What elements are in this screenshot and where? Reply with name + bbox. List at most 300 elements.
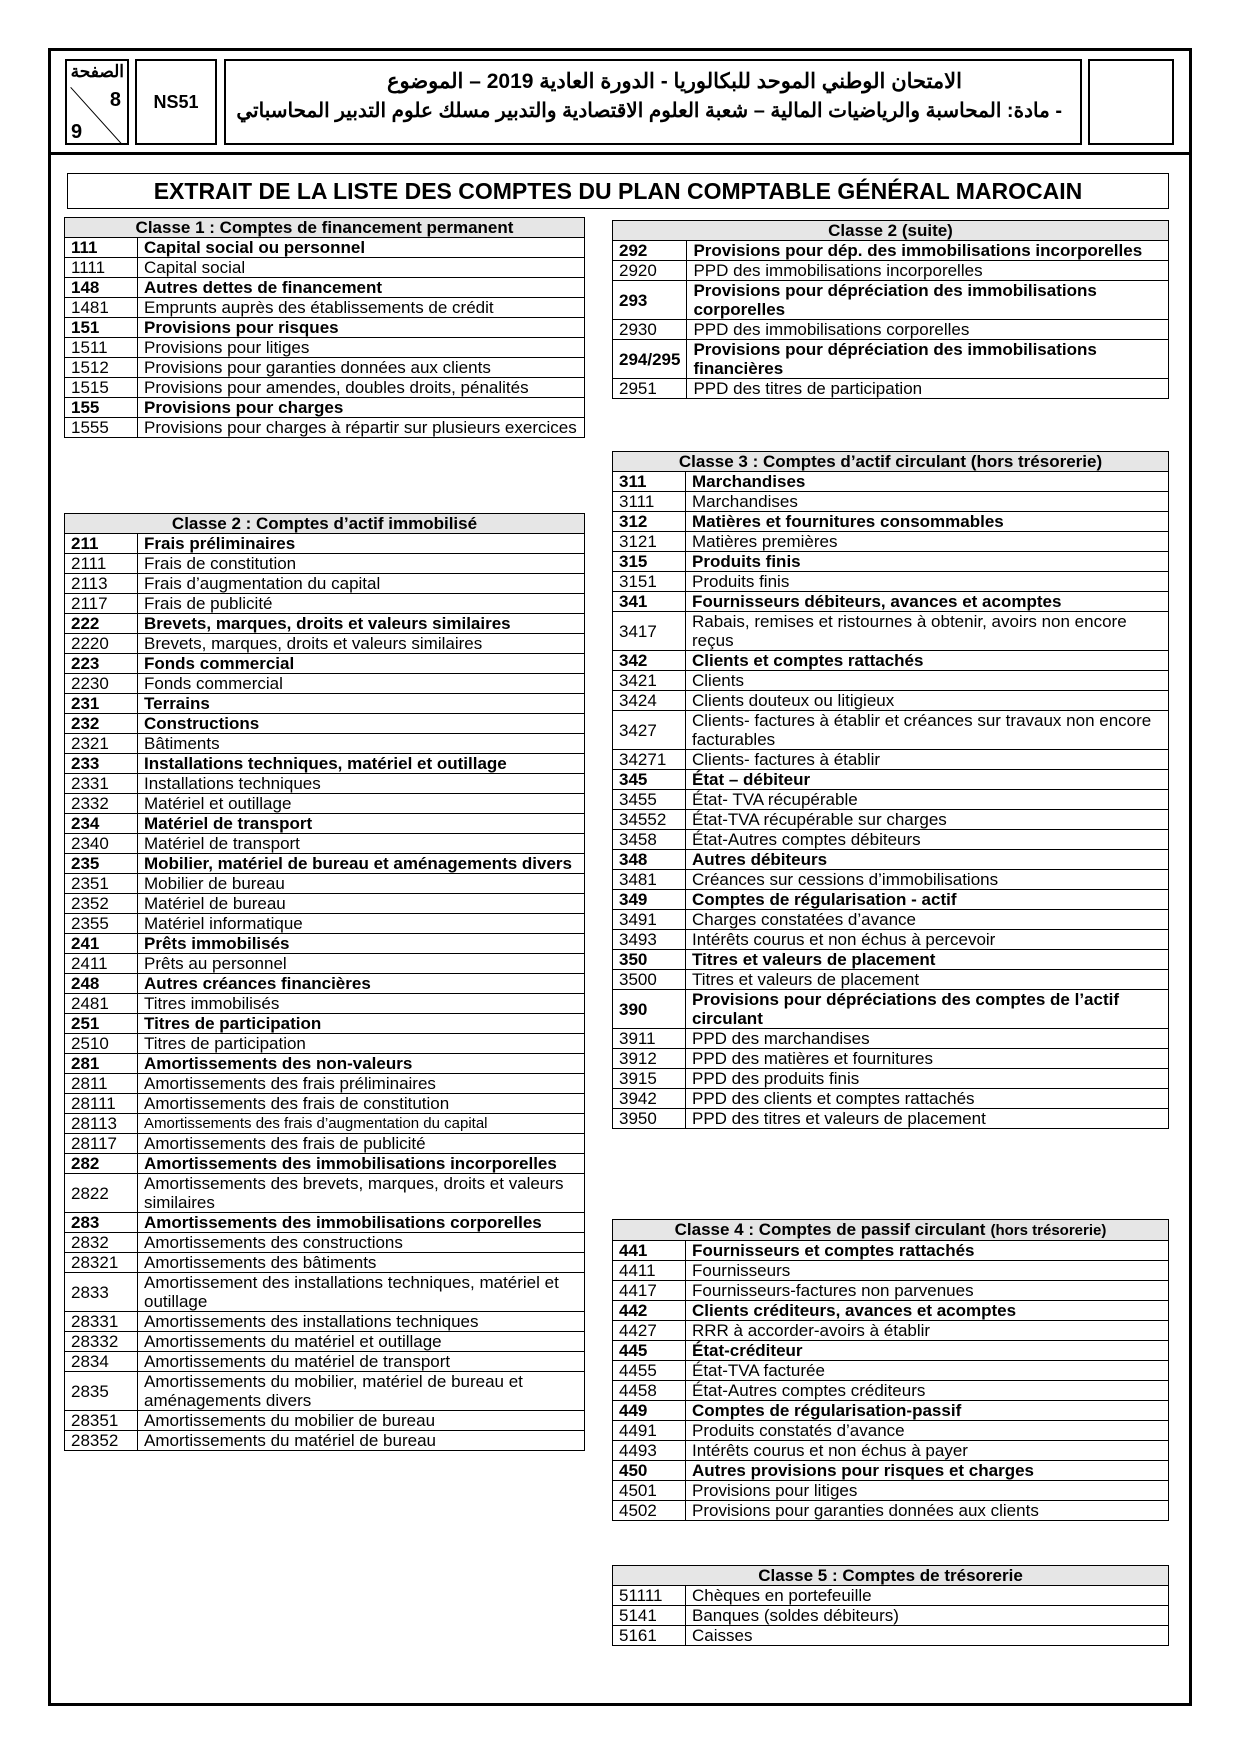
account-label: Installations techniques, matériel et outillage [138, 754, 585, 774]
account-row [65, 1154, 585, 1174]
account-code: 3151 [613, 572, 686, 592]
account-row [613, 950, 1169, 970]
account-label: Autres provisions pour risques et charges [686, 1461, 1169, 1481]
account-row [65, 298, 585, 318]
account-label: Constructions [138, 714, 585, 734]
header-divider [51, 152, 1189, 155]
account-code: 2920 [613, 261, 687, 281]
class-heading [65, 218, 585, 238]
account-label: PPD des produits finis [686, 1069, 1169, 1089]
account-row [613, 990, 1169, 1029]
account-row [65, 794, 585, 814]
account-row [613, 512, 1169, 532]
account-label: Provisions pour dépréciations des comptes de l’actif circulant [686, 990, 1169, 1029]
account-label: Provisions pour dépréciation des immobilisations corporelles [687, 281, 1169, 320]
account-row [65, 914, 585, 934]
account-label: Emprunts auprès des établissements de crédit [138, 298, 585, 318]
account-label: Amortissements des frais d’augmentation du capital [138, 1114, 585, 1134]
account-label: État – débiteur [686, 770, 1169, 790]
account-code: 3455 [613, 790, 686, 810]
account-label: Brevets, marques, droits et valeurs similaires [138, 614, 585, 634]
account-code: 3491 [613, 910, 686, 930]
account-code: 3417 [613, 612, 686, 651]
account-row [65, 1273, 585, 1312]
account-row [613, 592, 1169, 612]
account-code: 211 [65, 534, 138, 554]
account-row [65, 674, 585, 694]
account-row [613, 1281, 1169, 1301]
class-heading-row [65, 218, 585, 238]
account-row [65, 1312, 585, 1332]
account-row [65, 418, 585, 438]
account-label: État-TVA facturée [686, 1361, 1169, 1381]
class-heading-row [613, 1566, 1169, 1586]
account-label: Amortissements des bâtiments [138, 1253, 585, 1273]
account-row [65, 238, 585, 258]
account-label: Matériel de bureau [138, 894, 585, 914]
account-label: Produits finis [686, 552, 1169, 572]
account-code: 2951 [613, 379, 687, 399]
class-heading-row [65, 514, 585, 534]
account-code: 441 [613, 1241, 686, 1261]
account-code: 28117 [65, 1134, 138, 1154]
account-code: 349 [613, 890, 686, 910]
account-row [613, 1261, 1169, 1281]
account-label: Comptes de régularisation - actif [686, 890, 1169, 910]
account-row [613, 241, 1169, 261]
account-code: 2230 [65, 674, 138, 694]
account-row [65, 398, 585, 418]
account-row [613, 1606, 1169, 1626]
account-row [613, 890, 1169, 910]
account-row [613, 1029, 1169, 1049]
account-code: 233 [65, 754, 138, 774]
account-row [65, 834, 585, 854]
account-row [65, 1332, 585, 1352]
account-code: 283 [65, 1213, 138, 1233]
account-label: Provisions pour dép. des immobilisations incorporelles [687, 241, 1169, 261]
account-row [613, 1441, 1169, 1461]
account-code: 350 [613, 950, 686, 970]
account-label: Matières et fournitures consommables [686, 512, 1169, 532]
account-row [65, 754, 585, 774]
account-row [65, 1034, 585, 1054]
account-label: Amortissements des immobilisations corporelles [138, 1213, 585, 1233]
account-code: 282 [65, 1154, 138, 1174]
account-label: Autres débiteurs [686, 850, 1169, 870]
account-label: Amortissements du mobilier, matériel de bureau et aménagements divers [138, 1372, 585, 1411]
account-label: Amortissements du matériel de bureau [138, 1431, 585, 1451]
account-label: Provisions pour garanties données aux clients [686, 1501, 1169, 1521]
account-row [65, 894, 585, 914]
account-label: État- TVA récupérable [686, 790, 1169, 810]
account-row [65, 554, 585, 574]
account-code: 3912 [613, 1049, 686, 1069]
account-code: 390 [613, 990, 686, 1029]
account-row [613, 472, 1169, 492]
account-row [65, 634, 585, 654]
account-code: 232 [65, 714, 138, 734]
class-heading-text: Classe 3 : Comptes d’actif circulant (hors trésorerie) [678, 452, 1103, 471]
account-code: 2117 [65, 594, 138, 614]
account-row [65, 1411, 585, 1431]
account-row [65, 1094, 585, 1114]
account-label: Capital social [138, 258, 585, 278]
account-code: 235 [65, 854, 138, 874]
account-label: État-TVA récupérable sur charges [686, 810, 1169, 830]
account-row [613, 379, 1169, 399]
account-code: 2930 [613, 320, 687, 340]
account-code: 445 [613, 1341, 686, 1361]
account-code: 1515 [65, 378, 138, 398]
account-row [65, 574, 585, 594]
account-code: 2220 [65, 634, 138, 654]
account-label: Amortissements des brevets, marques, droits et valeurs similaires [138, 1174, 585, 1213]
account-code: 28111 [65, 1094, 138, 1114]
account-label: Amortissement des installations techniques, matériel et outillage [138, 1273, 585, 1312]
account-row [65, 278, 585, 298]
accounts-table-class5 [612, 1565, 1169, 1646]
account-code: 3427 [613, 711, 686, 750]
account-code: 28351 [65, 1411, 138, 1431]
account-label: Charges constatées d’avance [686, 910, 1169, 930]
account-row [65, 974, 585, 994]
account-row [613, 261, 1169, 281]
account-row [613, 1586, 1169, 1606]
account-row [65, 358, 585, 378]
account-row [65, 954, 585, 974]
account-label: Bâtiments [138, 734, 585, 754]
account-code: 2834 [65, 1352, 138, 1372]
account-code: 341 [613, 592, 686, 612]
account-code: 3458 [613, 830, 686, 850]
account-code: 3421 [613, 671, 686, 691]
account-row [613, 1481, 1169, 1501]
account-row [613, 790, 1169, 810]
account-code: 231 [65, 694, 138, 714]
account-row [613, 1341, 1169, 1361]
account-label: PPD des immobilisations corporelles [687, 320, 1169, 340]
account-label: Provisions pour risques [138, 318, 585, 338]
account-label: Titres de participation [138, 1014, 585, 1034]
account-row [613, 552, 1169, 572]
account-label: Matériel de transport [138, 814, 585, 834]
account-label: Frais d’augmentation du capital [138, 574, 585, 594]
class-heading-text: Classe 1 : Comptes de financement permanent [135, 218, 514, 237]
account-code: 315 [613, 552, 686, 572]
account-row [613, 1049, 1169, 1069]
account-row [613, 910, 1169, 930]
account-row [613, 651, 1169, 671]
account-code: 2811 [65, 1074, 138, 1094]
account-code: 2321 [65, 734, 138, 754]
account-code: 3950 [613, 1109, 686, 1129]
account-label: Amortissements du matériel et outillage [138, 1332, 585, 1352]
account-row [613, 770, 1169, 790]
account-code: 342 [613, 651, 686, 671]
account-label: Amortissements du matériel de transport [138, 1352, 585, 1372]
account-label: Titres et valeurs de placement [686, 970, 1169, 990]
class-heading-text: Classe 2 (suite) [828, 221, 953, 240]
account-label: Clients [686, 671, 1169, 691]
account-code: 3121 [613, 532, 686, 552]
accounts-table-class3 [612, 451, 1169, 1129]
account-label: Créances sur cessions d’immobilisations [686, 870, 1169, 890]
account-label: Caisses [686, 1626, 1169, 1646]
account-code: 2352 [65, 894, 138, 914]
account-row [613, 572, 1169, 592]
account-code: 294/295 [613, 340, 687, 379]
account-row [613, 711, 1169, 750]
account-code: 151 [65, 318, 138, 338]
account-row [613, 1069, 1169, 1089]
account-row [613, 691, 1169, 711]
account-label: Frais préliminaires [138, 534, 585, 554]
account-label: Mobilier, matériel de bureau et aménagements divers [138, 854, 585, 874]
class-heading-row [613, 221, 1169, 241]
account-code: 2835 [65, 1372, 138, 1411]
account-label: Provisions pour charges à répartir sur plusieurs exercices [138, 418, 585, 438]
account-row [65, 694, 585, 714]
account-row [65, 318, 585, 338]
account-row [613, 970, 1169, 990]
account-label: Amortissements des frais de constitution [138, 1094, 585, 1114]
account-code: 2510 [65, 1034, 138, 1054]
account-row [613, 1381, 1169, 1401]
account-code: 281 [65, 1054, 138, 1074]
account-row [613, 750, 1169, 770]
account-code: 248 [65, 974, 138, 994]
account-label: Fournisseurs et comptes rattachés [686, 1241, 1169, 1261]
account-label: Prêts immobilisés [138, 934, 585, 954]
account-code: 442 [613, 1301, 686, 1321]
exam-code: NS51 [135, 59, 217, 145]
account-label: Clients créditeurs, avances et acomptes [686, 1301, 1169, 1321]
account-label: Frais de publicité [138, 594, 585, 614]
account-code: 2822 [65, 1174, 138, 1213]
account-code: 28332 [65, 1332, 138, 1352]
account-row [613, 1321, 1169, 1341]
account-label: Matières premières [686, 532, 1169, 552]
account-label: Fournisseurs [686, 1261, 1169, 1281]
account-row [613, 830, 1169, 850]
account-row [613, 320, 1169, 340]
account-row [65, 1074, 585, 1094]
account-row [613, 1361, 1169, 1381]
account-row [65, 854, 585, 874]
account-row [613, 1626, 1169, 1646]
account-label: Fournisseurs débiteurs, avances et acomptes [686, 592, 1169, 612]
account-label: PPD des clients et comptes rattachés [686, 1089, 1169, 1109]
account-label: Titres de participation [138, 1034, 585, 1054]
account-code: 4501 [613, 1481, 686, 1501]
account-row [65, 258, 585, 278]
account-code: 4491 [613, 1421, 686, 1441]
account-row [613, 810, 1169, 830]
account-label: Capital social ou personnel [138, 238, 585, 258]
account-label: Titres et valeurs de placement [686, 950, 1169, 970]
account-label: Titres immobilisés [138, 994, 585, 1014]
account-label: Marchandises [686, 492, 1169, 512]
account-row [65, 1352, 585, 1372]
account-label: PPD des marchandises [686, 1029, 1169, 1049]
account-code: 34271 [613, 750, 686, 770]
account-code: 28113 [65, 1114, 138, 1134]
account-label: Provisions pour charges [138, 398, 585, 418]
account-code: 5161 [613, 1626, 686, 1646]
account-code: 28321 [65, 1253, 138, 1273]
account-row [613, 340, 1169, 379]
account-row [613, 1241, 1169, 1261]
account-row [65, 614, 585, 634]
account-code: 3481 [613, 870, 686, 890]
account-code: 3915 [613, 1069, 686, 1089]
account-code: 1111 [65, 258, 138, 278]
account-label: PPD des titres de participation [687, 379, 1169, 399]
account-label: Amortissements des installations techniques [138, 1312, 585, 1332]
account-label: Rabais, remises et ristournes à obtenir, avoirs non encore reçus [686, 612, 1169, 651]
account-code: 3942 [613, 1089, 686, 1109]
accounts-table-class1 [64, 217, 585, 438]
page-label: الصفحة [70, 62, 124, 81]
account-row [613, 870, 1169, 890]
account-code: 34552 [613, 810, 686, 830]
account-label: Provisions pour litiges [686, 1481, 1169, 1501]
class-heading-suffix: (hors trésorerie) [990, 1222, 1107, 1239]
account-row [65, 1114, 585, 1134]
account-row [65, 1233, 585, 1253]
account-label: Frais de constitution [138, 554, 585, 574]
account-row [613, 671, 1169, 691]
account-code: 4493 [613, 1441, 686, 1461]
account-row [65, 1134, 585, 1154]
account-code: 3111 [613, 492, 686, 512]
account-label: Amortissements des frais de publicité [138, 1134, 585, 1154]
account-label: Fournisseurs-factures non parvenues [686, 1281, 1169, 1301]
class-heading [613, 1220, 1169, 1241]
account-row [65, 1431, 585, 1451]
account-row [65, 734, 585, 754]
account-label: Brevets, marques, droits et valeurs similaires [138, 634, 585, 654]
account-label: État-créditeur [686, 1341, 1169, 1361]
account-code: 1512 [65, 358, 138, 378]
account-row [65, 338, 585, 358]
account-row [65, 534, 585, 554]
account-label: PPD des immobilisations incorporelles [687, 261, 1169, 281]
account-label: Autres dettes de financement [138, 278, 585, 298]
account-code: 2113 [65, 574, 138, 594]
account-row [65, 1372, 585, 1411]
account-row [613, 1421, 1169, 1441]
account-code: 345 [613, 770, 686, 790]
account-code: 4427 [613, 1321, 686, 1341]
account-label: Provisions pour garanties données aux clients [138, 358, 585, 378]
account-row [613, 1501, 1169, 1521]
account-label: État-Autres comptes débiteurs [686, 830, 1169, 850]
account-label: Prêts au personnel [138, 954, 585, 974]
account-code: 1511 [65, 338, 138, 358]
account-code: 2355 [65, 914, 138, 934]
account-code: 2833 [65, 1273, 138, 1312]
account-code: 449 [613, 1401, 686, 1421]
account-code: 2331 [65, 774, 138, 794]
account-label: Intérêts courus et non échus à percevoir [686, 930, 1169, 950]
account-label: Amortissements du mobilier de bureau [138, 1411, 585, 1431]
account-label: Autres créances financières [138, 974, 585, 994]
class-heading-text: Classe 5 : Comptes de trésorerie [758, 1566, 1023, 1585]
account-row [613, 930, 1169, 950]
account-label: Mobilier de bureau [138, 874, 585, 894]
account-label: RRR à accorder-avoirs à établir [686, 1321, 1169, 1341]
exam-title-line2: - مادة: المحاسبة والرياضيات المالية – شعبة العلوم الاقتصادية والتدبير مسلك علوم التدبير المحاسباتي [236, 100, 1062, 122]
class-heading [613, 221, 1169, 241]
account-code: 148 [65, 278, 138, 298]
account-code: 28352 [65, 1431, 138, 1451]
account-row [613, 532, 1169, 552]
account-code: 2832 [65, 1233, 138, 1253]
exam-title-box [224, 59, 1082, 145]
account-label: Amortissements des immobilisations incorporelles [138, 1154, 585, 1174]
account-code: 241 [65, 934, 138, 954]
account-code: 450 [613, 1461, 686, 1481]
accounts-table-class2 [64, 513, 585, 1451]
account-label: Intérêts courus et non échus à payer [686, 1441, 1169, 1461]
account-row [65, 1213, 585, 1233]
account-label: Clients et comptes rattachés [686, 651, 1169, 671]
account-code: 4417 [613, 1281, 686, 1301]
account-code: 3493 [613, 930, 686, 950]
account-label: Provisions pour amendes, doubles droits, pénalités [138, 378, 585, 398]
account-row [65, 934, 585, 954]
account-row [65, 994, 585, 1014]
account-code: 111 [65, 238, 138, 258]
account-code: 3911 [613, 1029, 686, 1049]
account-code: 2340 [65, 834, 138, 854]
account-code: 251 [65, 1014, 138, 1034]
account-label: PPD des titres et valeurs de placement [686, 1109, 1169, 1129]
page-total: 9 [71, 121, 83, 143]
page-number-box [65, 59, 129, 145]
account-code: 2411 [65, 954, 138, 974]
class-heading [613, 452, 1169, 472]
account-row [65, 714, 585, 734]
account-label: Terrains [138, 694, 585, 714]
account-code: 2332 [65, 794, 138, 814]
account-label: Fonds commercial [138, 654, 585, 674]
account-code: 1555 [65, 418, 138, 438]
accounts-table-class2-suite [612, 220, 1169, 399]
account-code: 28331 [65, 1312, 138, 1332]
account-row [613, 1089, 1169, 1109]
account-code: 51111 [613, 1586, 686, 1606]
account-row [65, 1014, 585, 1034]
document-title: EXTRAIT DE LA LISTE DES COMPTES DU PLAN COMPTABLE GÉNÉRAL MAROCAIN [67, 173, 1169, 209]
account-code: 292 [613, 241, 687, 261]
account-code: 4502 [613, 1501, 686, 1521]
account-row [613, 850, 1169, 870]
account-label: Matériel de transport [138, 834, 585, 854]
account-code: 223 [65, 654, 138, 674]
exam-title-line1: الامتحان الوطني الموحد للبكالوريا - الدورة العادية 2019 – الموضوع [386, 70, 962, 93]
account-label: Installations techniques [138, 774, 585, 794]
account-row [65, 1174, 585, 1213]
account-row [613, 1301, 1169, 1321]
account-label: Clients- factures à établir et créances sur travaux non encore facturables [686, 711, 1169, 750]
accounts-table-class4 [612, 1219, 1169, 1521]
account-code: 2351 [65, 874, 138, 894]
account-label: Provisions pour litiges [138, 338, 585, 358]
account-code: 312 [613, 512, 686, 532]
